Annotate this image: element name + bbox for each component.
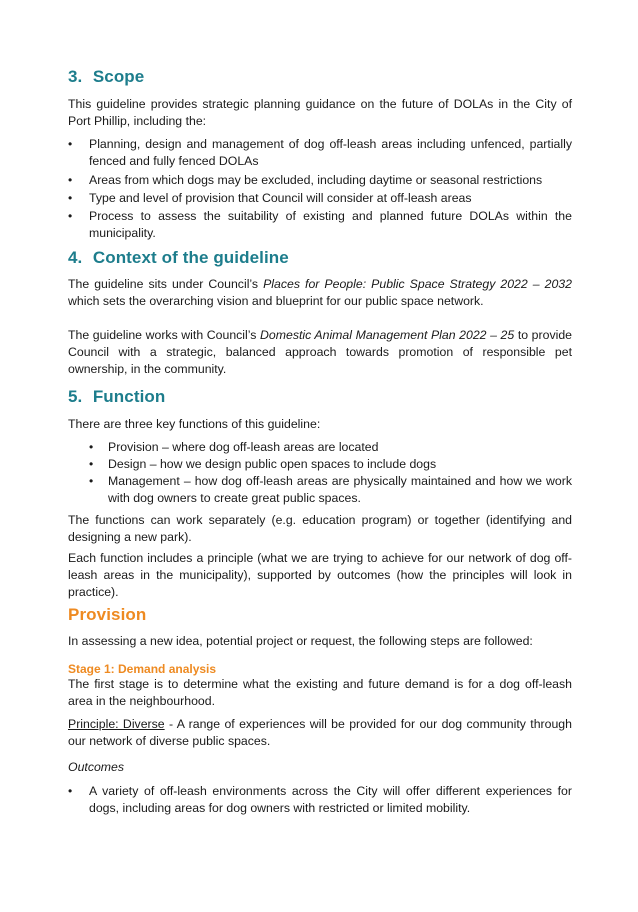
bullet-icon: • bbox=[68, 784, 73, 798]
list-item: • Management – how dog off-leash areas are physically maintained and how we work with dog owners to create great public spaces. bbox=[89, 474, 572, 505]
stage-heading: Stage 1: Demand analysis bbox=[68, 662, 217, 676]
list-item: • Design – how we design public open spaces to include dogs bbox=[89, 457, 437, 471]
list-item: • Type and level of provision that Council will consider at off-leash areas bbox=[68, 191, 472, 205]
bullet-icon: • bbox=[89, 440, 94, 454]
section-heading-context: 4. Context of the guideline bbox=[68, 248, 289, 267]
scope-intro: This guideline provides strategic planning guidance on the future of DOLAs in the City of Port Phillip, including the: bbox=[68, 97, 572, 128]
principle-label: Principle: Diverse bbox=[68, 717, 165, 731]
outcomes-label: Outcomes bbox=[68, 760, 125, 774]
section-heading-scope: 3. Scope bbox=[68, 67, 145, 86]
list-item: • Areas from which dogs may be excluded, including daytime or seasonal restrictions bbox=[68, 173, 543, 187]
bullet-icon: • bbox=[68, 137, 73, 151]
function-intro: There are three key functions of this guideline: bbox=[68, 417, 321, 431]
bullet-icon: • bbox=[68, 191, 73, 205]
context-paragraph-1: The guideline sits under Council’s Places for People: Public Space Strategy 2022 – 2032 which sets the overarching vision and blueprint for our public space network. bbox=[68, 277, 572, 308]
principle-paragraph: Principle: Diverse - A range of experiences will be provided for our dog community through our network of diverse public spaces. bbox=[68, 717, 572, 748]
scope-bullet-list bbox=[68, 136, 572, 242]
context-paragraph-2: The guideline works with Council’s Domestic Animal Management Plan 2022 – 25 to provide Council with a strategic, balanced approach towards promotion of responsible pet ownership, in the community. bbox=[68, 328, 573, 376]
bullet-icon: • bbox=[68, 173, 73, 187]
function-bullet-list bbox=[68, 439, 572, 507]
list-item: • Provision – where dog off-leash areas are located bbox=[89, 440, 379, 454]
section-heading-provision: Provision bbox=[68, 605, 147, 624]
function-paragraph-3: Each function includes a principle (what we are trying to achieve for our network of dog off-leash areas in the municipality), supported by outcomes (how the principles will look in practice). bbox=[68, 551, 572, 599]
bullet-icon: • bbox=[89, 457, 94, 471]
section-heading-function: 5. Function bbox=[68, 387, 166, 406]
list-item: • A variety of off-leash environments across the City will offer different experiences for dogs, including areas for dog owners with restricted or limited mobility. bbox=[68, 784, 572, 815]
function-paragraph-2: The functions can work separately (e.g. education program) or together (identifying and designing a new park). bbox=[68, 513, 572, 544]
provision-intro: In assessing a new idea, potential project or request, the following steps are followed: bbox=[68, 634, 533, 648]
bullet-icon: • bbox=[89, 474, 94, 488]
bullet-icon: • bbox=[68, 209, 73, 223]
list-item: • Planning, design and management of dog off-leash areas including unfenced, partially fenced and fully fenced DOLAs bbox=[68, 137, 572, 168]
stage-paragraph: The first stage is to determine what the existing and future demand is for a dog off-leash area in the neighbourhood. bbox=[68, 677, 572, 708]
list-item: • Process to assess the suitability of existing and planned future DOLAs within the municipality. bbox=[68, 209, 572, 240]
outcomes-bullet-list bbox=[68, 783, 572, 817]
